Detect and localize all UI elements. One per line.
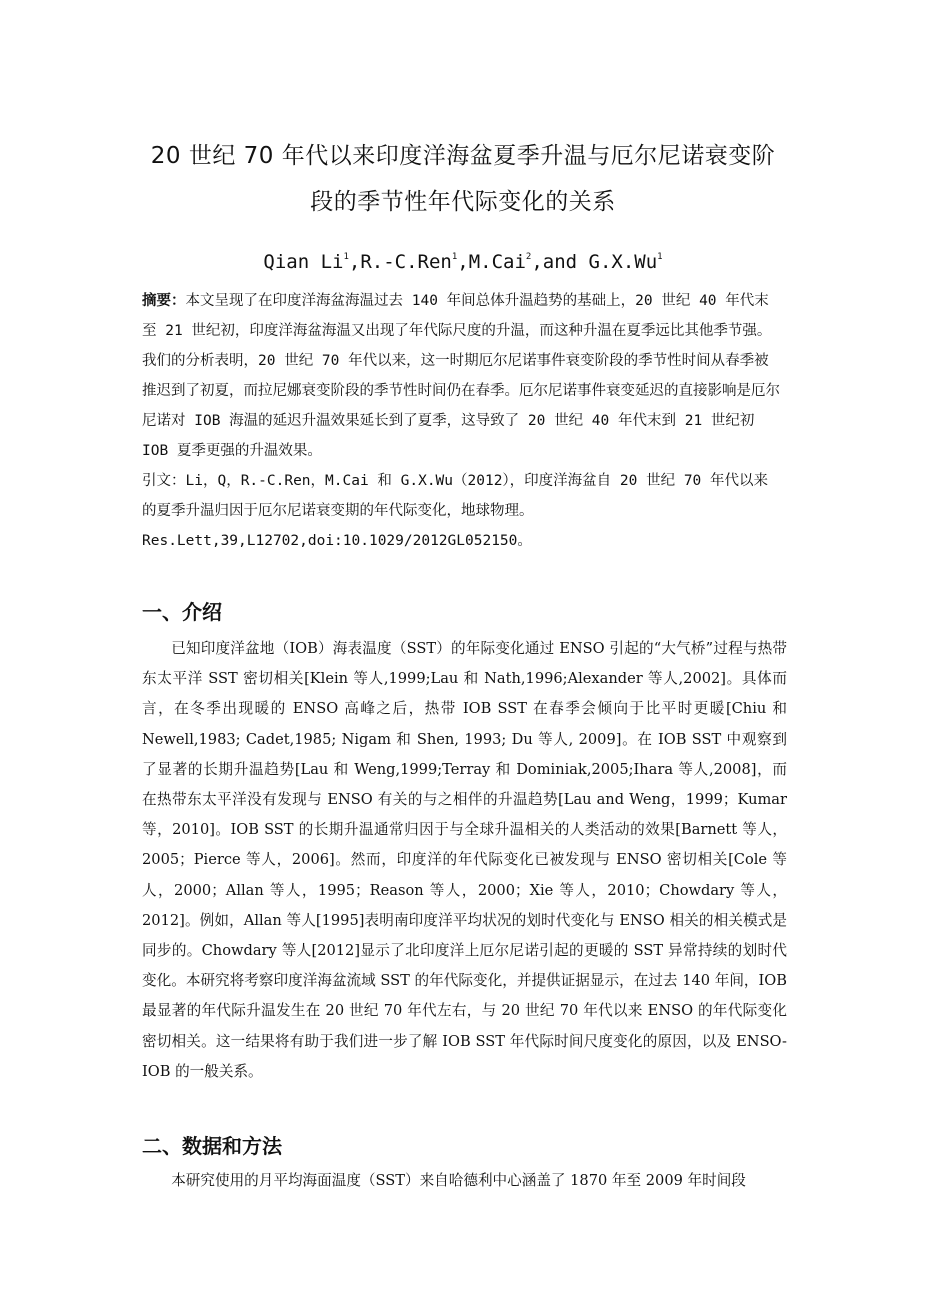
author-1: Qian Li — [263, 251, 344, 273]
affiliation-mark-2: 1 — [451, 252, 458, 262]
title-line-2: 段的季节性年代际变化的关系 — [310, 189, 616, 216]
paper-title — [110, 133, 816, 225]
abstract-text: 本文呈现了在印度洋海盆海温过去 140 年间总体升温趋势的基础上，20 世纪 40 年代末至 21 世纪初，印度洋海盆海温又出现了年代际尺度的升温，而这种升温在夏季远比其他季节强。我们的分析表明，20 世纪 70 年代以来，这一时期厄尔尼诺事件衰变阶段的季节性时间从春季被推迟到了初夏，而拉尼娜衰变阶段的季节性时间仍在春季。厄尔尼诺事件衰变延迟的直接影响是厄尔尼诺对 IOB 海温的延迟升温效果延长到了夏季，这导致了 20 世纪 40 年代末到 21 世纪初 IOB 夏季更强的升温效果。 — [142, 293, 780, 459]
abstract-block — [142, 286, 782, 556]
citation-line-1: 引文：Li，Q，R.-C.Ren，M.Cai 和 G.X.Wu（2012），印度洋海盆自 20 世纪 70 年代以来的夏季升温归因于厄尔尼诺衰变期的年代际变化，地球物理。 — [142, 473, 769, 519]
citation-line-2: Res.Lett,39,L12702,doi:10.1029/2012GL052150。 — [142, 533, 532, 549]
introduction-paragraph: 已知印度洋盆地（IOB）海表温度（SST）的年际变化通过 ENSO 引起的“大气桥”过程与热带东太平洋 SST 密切相关[Klein 等人,1999;Lau 和 Nath,1996;Alexander 等人,2002]。具体而言，在冬季出现暖的 ENSO 高峰之后，热带 IOB SST 在春季会倾向于比平时更暖[Chiu 和 Newell,1983; Cadet,1985; Nigam 和 Shen, 1993; Du 等人, 2009]。在 IOB SST 中观察到了显著的长期升温趋势[Lau 和 Weng,1999;Terray 和 Dominiak,2005;Ihara 等人,2008]，而在热带东太平洋没有发现与 ENSO 有关的与之相伴的升温趋势[Lau and Weng，1999；Kumar 等，2010]。IOB SST 的长期升温通常归因于与全球升温相关的人类活动的效果[Barnett 等人，2005；Pierce 等人，2006]。然而，印度洋的年代际变化已被发现与 ENSO 密切相关[Cole 等人，2000；Allan 等人，1995；Reason 等人，2000；Xie 等人，2010；Chowdary 等人，2012]。例如，Allan 等人[1995]表明南印度洋平均状况的划时代变化与 ENSO 相关的相关模式是同步的。Chowdary 等人[2012]显示了北印度洋上厄尔尼诺引起的更暖的 SST 异常持续的划时代变化。本研究将考察印度洋海盆流域 SST 的年代际变化，并提供证据显示，在过去 140 年间，IOB 最显著的年代际升温发生在 20 世纪 70 年代左右，与 20 世纪 70 年代以来 ENSO 的年代际变化密切相关。这一结果将有助于我们进一步了解 IOB SST 年代际时间尺度变化的原因，以及 ENSO-IOB 的一般关系。 — [142, 640, 787, 1080]
author-3: ,M.Cai — [457, 251, 526, 273]
author-2: ,R.-C.Ren — [348, 251, 452, 273]
abstract-label: 摘要： — [142, 293, 186, 309]
title-line-1: 20 世纪 70 年代以来印度洋海盆夏季升温与厄尔尼诺衰变阶 — [150, 143, 776, 170]
author-list — [0, 243, 926, 276]
author-4: ,and G.X.Wu — [531, 251, 658, 273]
affiliation-mark-4: 1 — [657, 252, 663, 262]
affiliation-mark-1: 1 — [343, 252, 349, 262]
section-heading-introduction: 一、介绍 — [142, 600, 222, 624]
affiliation-mark-3: 2 — [525, 252, 532, 262]
section-heading-data-methods: 二、数据和方法 — [142, 1134, 282, 1158]
data-methods-paragraph: 本研究使用的月平均海面温度（SST）来自哈德利中心涵盖了 1870 年至 2009 年时间段 — [171, 1172, 746, 1189]
abstract-paragraph — [142, 286, 782, 466]
